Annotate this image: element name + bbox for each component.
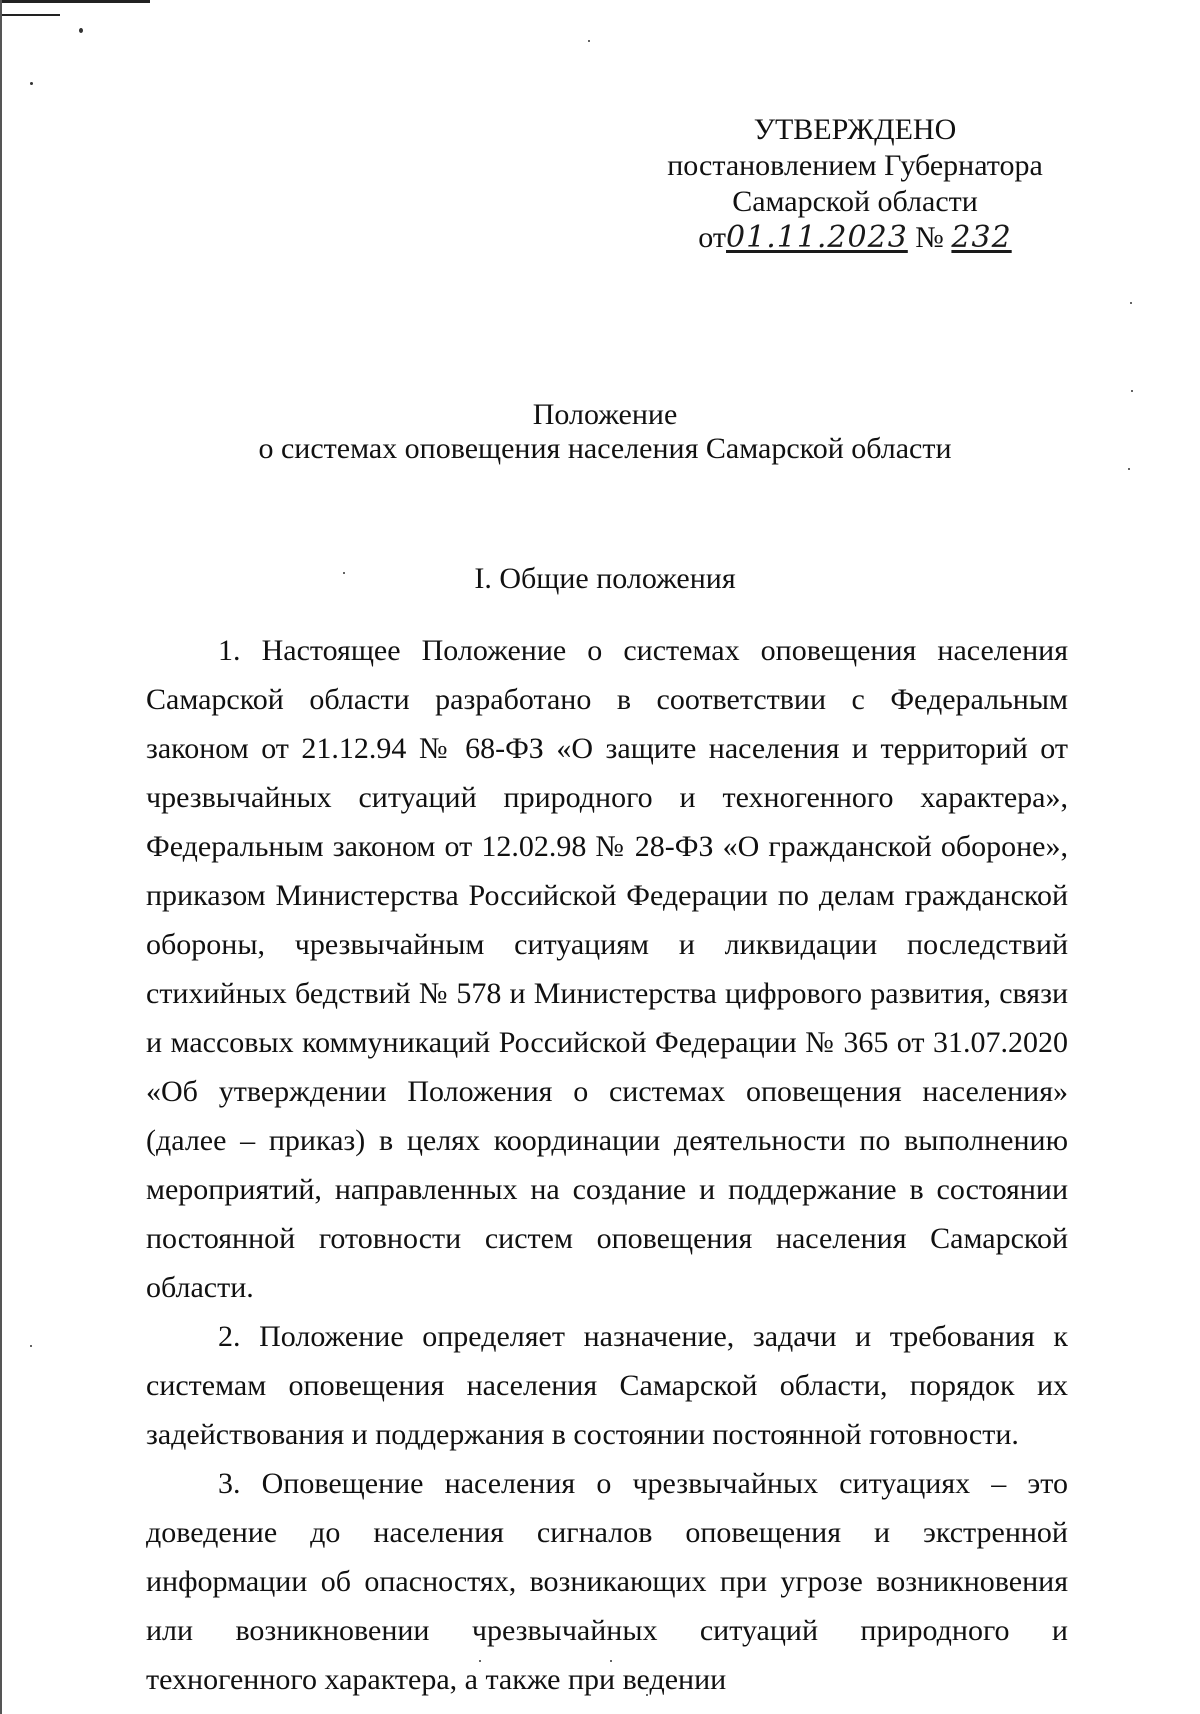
scan-speck	[30, 1345, 32, 1347]
paragraph-1: 1. Настоящее Положение о системах оповещения населения Самарской области разработано в соответствии с Федеральным законом от 21.12.94 № 68-ФЗ «О защите населения и территорий от чрезвычайных ситуаций природного и техногенного характера», Федеральным законом от 12.02.98 № 28-ФЗ «О гражданской обороне», приказом Министерства Российской Федерации по делам гражданской обороны, чрезвычайным ситуациям и ликвидации последствий стихийных бедствий № 578 и Министерства цифрового развития, связи и массовых коммуникаций Российской Федерации № 365 от 31.07.2020 «Об утверждении Положения о системах оповещения населения» (далее – приказ) в целях координации деятельности по выполнению мероприятий, направленных на создание и поддержание в состоянии постоянной готовности систем оповещения населения Самарской области.	[146, 634, 1068, 1304]
scan-speck	[343, 572, 345, 574]
handwritten-date: 01.11.2023	[726, 220, 908, 255]
approval-block	[650, 112, 1060, 256]
paragraph-2: 2. Положение определяет назначение, задачи и требования к системам оповещения населения Самарской области, порядок их задействования и поддержания в состоянии постоянной готовности.	[146, 1320, 1068, 1451]
title-line-2: о системах оповещения населения Самарской области	[258, 432, 952, 465]
approval-region: Самарской области	[732, 185, 978, 218]
scan-edge-mark	[0, 14, 60, 16]
approval-authority: постановлением Губернатора	[667, 149, 1043, 182]
date-prefix: от	[698, 221, 727, 254]
handwritten-number: 232	[951, 220, 1012, 255]
approval-heading: УТВЕРЖДЕНО	[753, 113, 957, 146]
number-prefix: №	[915, 221, 944, 254]
title-line-1: Положение	[532, 398, 678, 431]
scan-left-edge	[0, 0, 2, 1714]
scan-edge-mark	[0, 0, 150, 3]
paragraph-3: 3. Оповещение населения о чрезвычайных ситуациях – это доведение до населения сигналов оповещения и экстренной информации об опасностях, возникающих при угрозе возникновения или возникновении чрезвычайных ситуаций природного и техногенного характера, а также при ведении	[146, 1467, 1068, 1696]
section-heading: I. Общие положения	[474, 562, 736, 595]
scan-speck	[1128, 468, 1130, 470]
scan-speck	[588, 40, 590, 42]
scan-speck	[30, 82, 33, 85]
scan-speck	[1130, 302, 1132, 304]
scan-speck	[1131, 390, 1133, 392]
document-title	[200, 398, 1010, 466]
document-body	[146, 626, 1068, 1704]
scan-speck	[79, 28, 83, 33]
approval-date-line	[650, 220, 1060, 256]
